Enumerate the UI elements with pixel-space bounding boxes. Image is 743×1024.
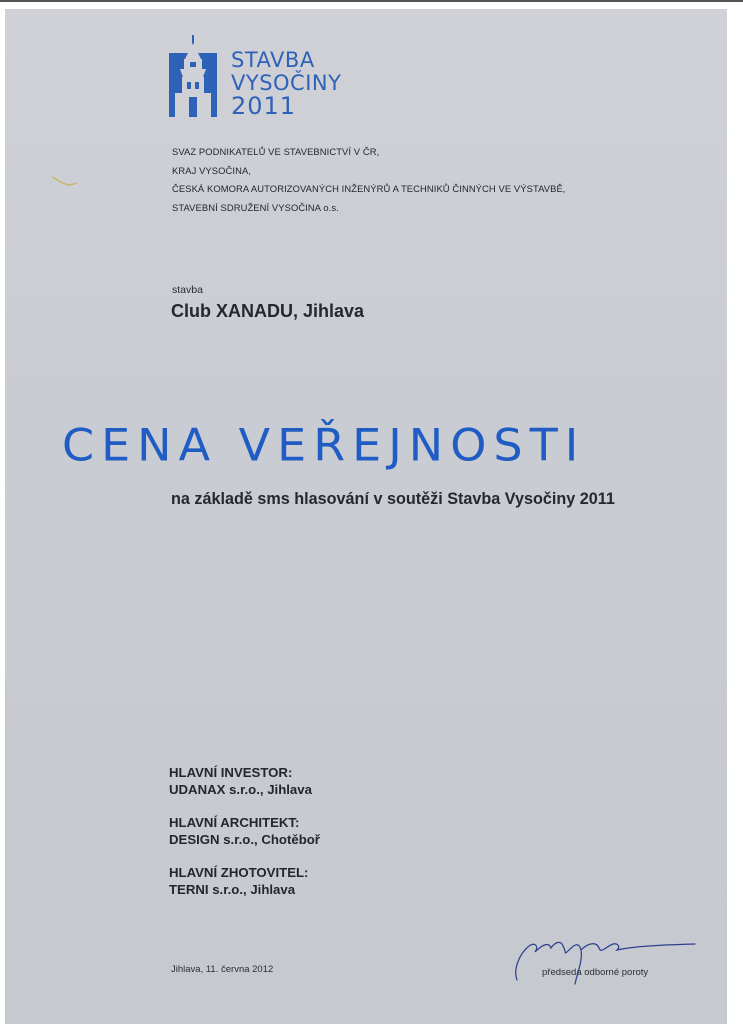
credit-value: UDANAX s.r.o., Jihlava: [169, 782, 312, 797]
organizer-line: ČESKÁ KOMORA AUTORIZOVANÝCH INŽENÝRŮ A TECHNIKŮ ČINNÝCH VE VÝSTAVBĚ,: [172, 183, 566, 194]
credit-architect: [169, 814, 320, 848]
logo-line-1: STAVBA: [231, 48, 315, 72]
competition-logo: [165, 33, 365, 123]
scan-edge-line: [0, 0, 743, 2]
credit-value: DESIGN s.r.o., Chotěboř: [169, 832, 320, 847]
organizer-line: SVAZ PODNIKATELŮ VE STAVEBNICTVÍ V ČR,: [172, 146, 380, 157]
credit-label: HLAVNÍ ARCHITEKT:: [169, 815, 300, 830]
credit-label: HLAVNÍ ZHOTOVITEL:: [169, 865, 309, 880]
award-subtitle: na základě sms hlasování v soutěži Stavba Vysočiny 2011: [171, 490, 615, 508]
logo-line-3: 2011: [231, 92, 297, 120]
jury-chair-label: předseda odborné poroty: [542, 967, 649, 978]
credits-section: [169, 764, 320, 914]
staple-mark: [50, 174, 80, 190]
award-title: CENA VEŘEJNOSTI: [62, 419, 586, 471]
organizer-line: KRAJ VYSOČINA,: [172, 164, 252, 176]
credit-investor: [169, 764, 320, 798]
tower-icon: [165, 33, 225, 119]
place-and-date: Jihlava, 11. června 2012: [171, 964, 274, 975]
building-name: Club XANADU, Jihlava: [171, 301, 365, 321]
credit-contractor: [169, 864, 320, 898]
organizer-line: STAVEBNÍ SDRUŽENÍ VYSOČINA o.s.: [172, 201, 339, 213]
credit-label: HLAVNÍ INVESTOR:: [169, 765, 293, 780]
logo-line-2: VYSOČINY: [231, 71, 342, 95]
building-label: stavba: [172, 284, 203, 296]
credit-value: TERNI s.r.o., Jihlava: [169, 882, 296, 897]
organizers-list: [172, 143, 566, 217]
